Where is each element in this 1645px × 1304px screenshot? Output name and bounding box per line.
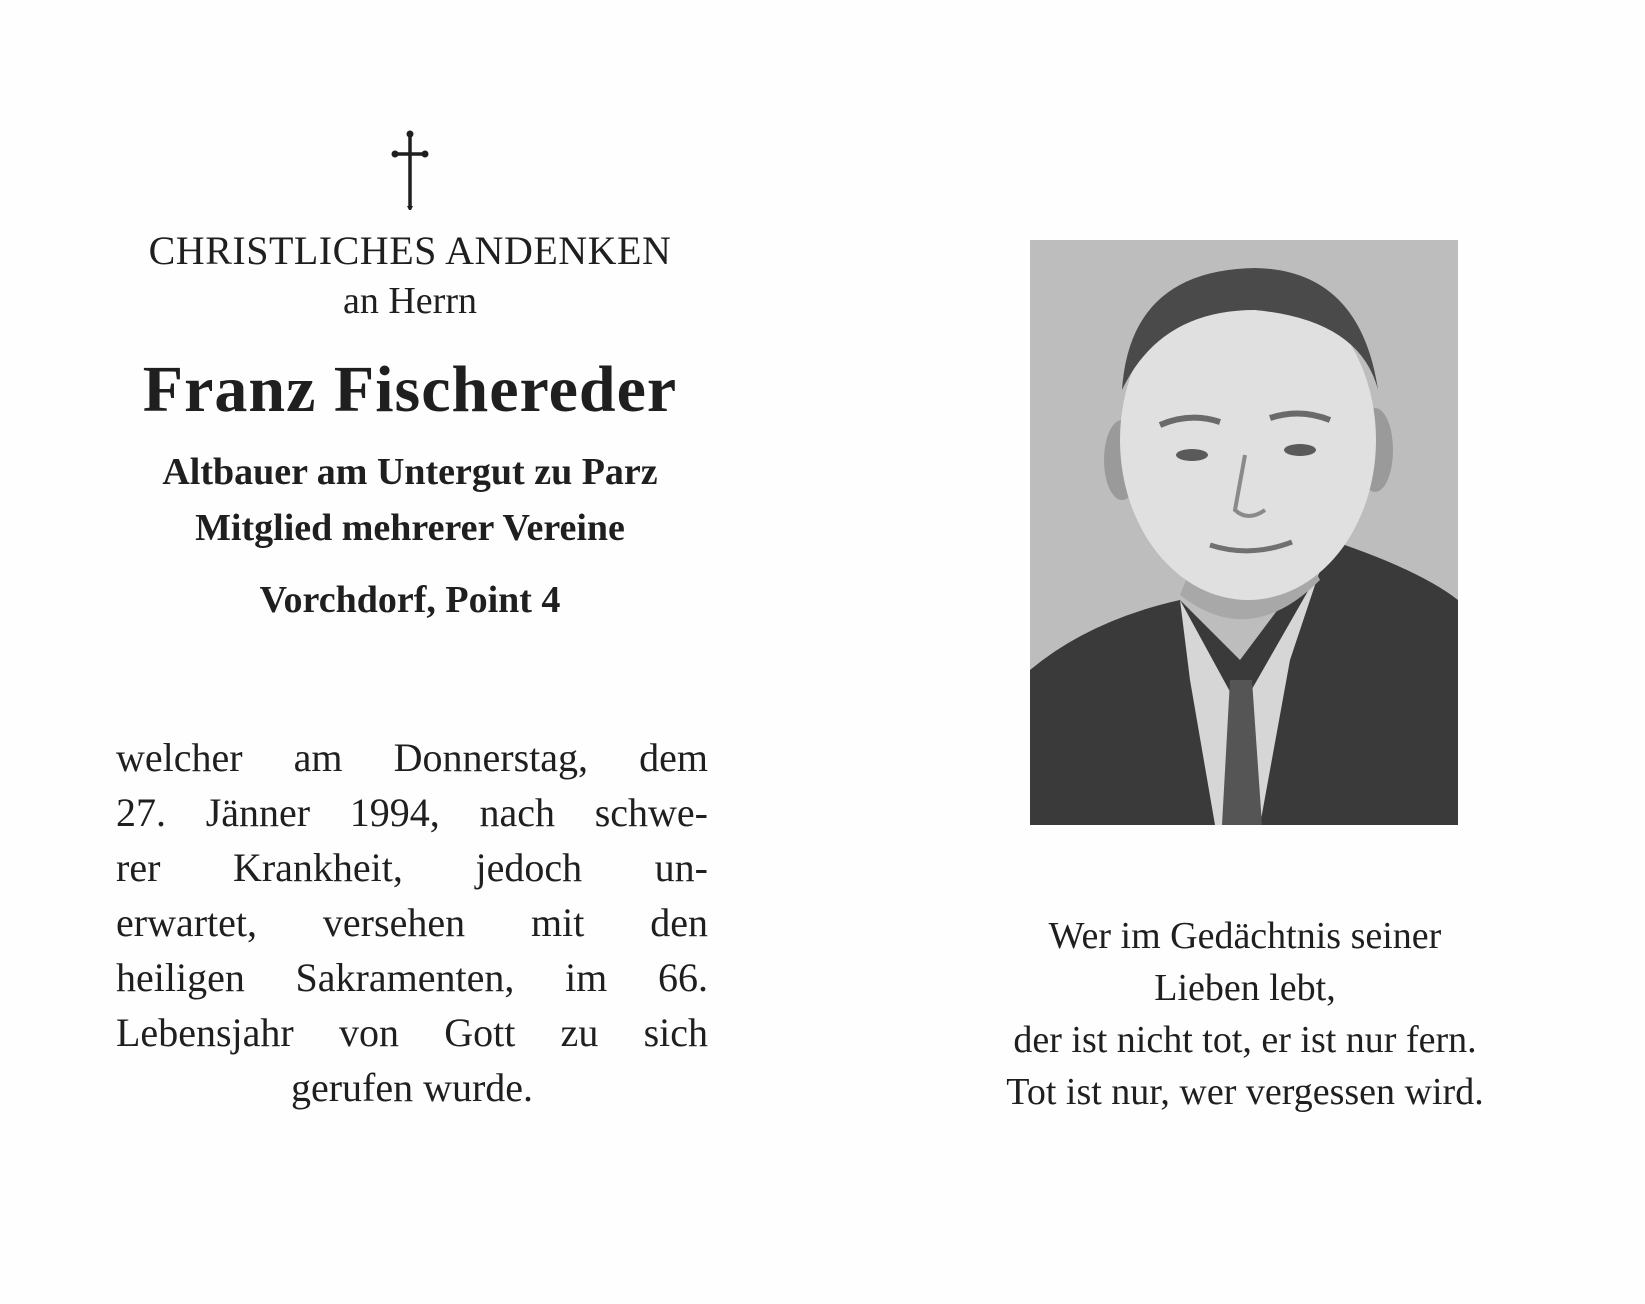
body-line: welcher am Donnerstag, dem xyxy=(116,735,708,780)
body-line: gerufen wurde. xyxy=(290,1065,534,1110)
address: Vorchdorf, Point 4 xyxy=(259,579,561,621)
subheading: an Herrn xyxy=(343,280,477,322)
body-line: Lebensjahr von Gott zu sich xyxy=(116,1010,708,1055)
left-column xyxy=(90,130,730,628)
cross-icon xyxy=(390,130,430,210)
heading: CHRISTLICHES ANDENKEN xyxy=(148,228,672,273)
portrait-illustration xyxy=(1030,240,1458,825)
memorial-quote xyxy=(950,910,1540,1118)
body-line: erwartet, versehen mit den xyxy=(116,900,708,945)
deceased-name: Franz Fischereder xyxy=(142,353,678,426)
role-line: Mitglied mehrerer Vereine xyxy=(195,507,625,549)
body-line: 27. Jänner 1994, nach schwe- xyxy=(116,790,708,835)
portrait-photo xyxy=(1030,240,1458,825)
role-line: Altbauer am Untergut zu Parz xyxy=(162,451,658,493)
quote-line: Tot ist nur, wer vergessen wird. xyxy=(1006,1071,1484,1113)
quote-line: Lieben lebt, xyxy=(1154,967,1336,1009)
body-line: heiligen Sakramenten, im 66. xyxy=(116,955,708,1000)
quote-line: Wer im Gedächtnis seiner xyxy=(1048,915,1442,957)
death-notice-text xyxy=(116,730,708,1115)
body-line: rer Krankheit, jedoch un- xyxy=(116,845,708,890)
quote-line: der ist nicht tot, er ist nur fern. xyxy=(1013,1019,1477,1061)
